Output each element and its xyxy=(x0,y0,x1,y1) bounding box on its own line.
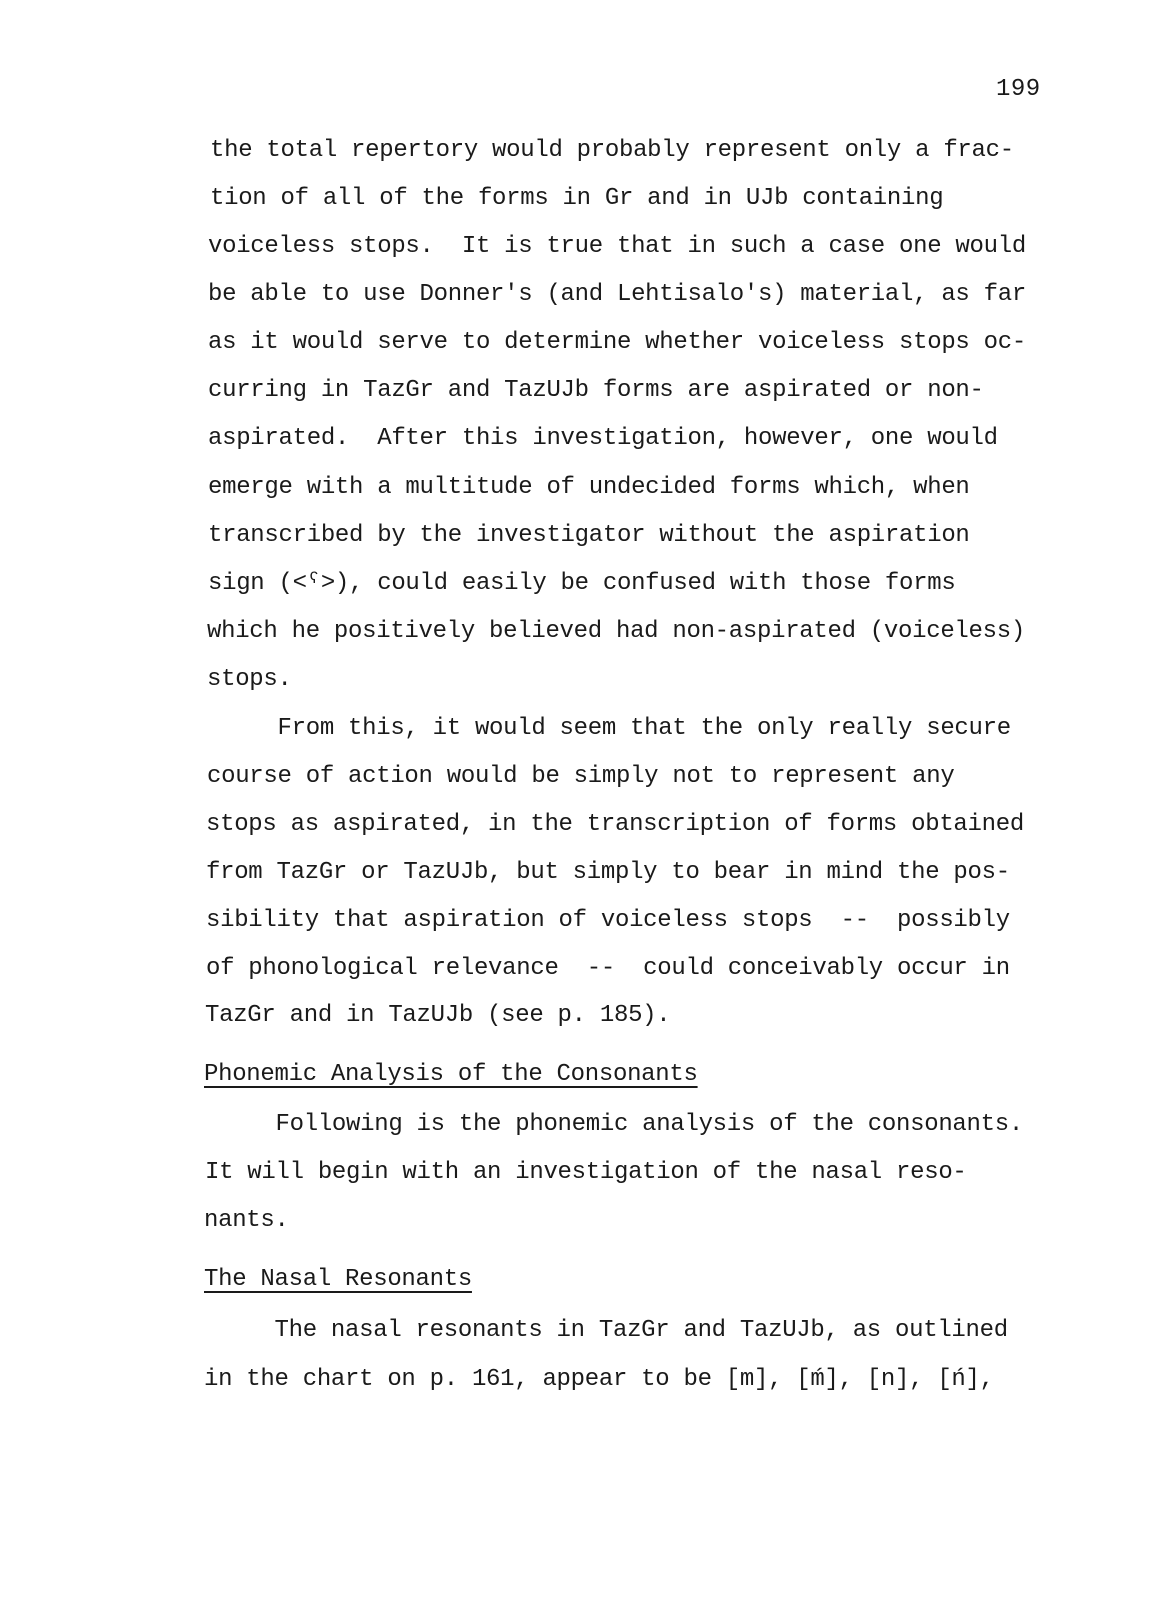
paragraph3-line: nants. xyxy=(204,1207,289,1234)
section-heading: Phonemic Analysis of the Consonants xyxy=(204,1061,698,1088)
paragraph2-line: sibility that aspiration of voiceless stops -- possibly xyxy=(206,907,1010,934)
paragraph2-line: of phonological relevance -- could conceivably occur in xyxy=(206,955,1010,982)
paragraph3-line: Following is the phonemic analysis of the consonants. xyxy=(205,1111,1023,1138)
paragraph1-line: sign (<ˤ>), could easily be confused with those forms xyxy=(208,570,956,597)
paragraph2-line: from TazGr or TazUJb, but simply to bear in mind the pos- xyxy=(206,859,1010,886)
paragraph1-line: transcribed by the investigator without the aspiration xyxy=(208,522,970,549)
paragraph2-line: From this, it would seem that the only really secure xyxy=(207,715,1011,742)
paragraph2-line: TazGr and in TazUJb (see p. 185). xyxy=(205,1002,671,1029)
paragraph2-line: stops as aspirated, in the transcription of forms obtained xyxy=(206,811,1024,838)
paragraph1-line: which he positively believed had non-aspirated (voiceless) xyxy=(207,618,1025,645)
paragraph1-line: as it would serve to determine whether voiceless stops oc- xyxy=(208,329,1026,356)
paragraph1-line: the total repertory would probably represent only a frac- xyxy=(210,137,1014,164)
paragraph1-line: curring in TazGr and TazUJb forms are aspirated or non- xyxy=(208,377,984,404)
paragraph3-line: It will begin with an investigation of the nasal reso- xyxy=(205,1159,967,1186)
paragraph1-line: emerge with a multitude of undecided forms which, when xyxy=(208,474,970,501)
paragraph1-line: be able to use Donner's (and Lehtisalo's) material, as far xyxy=(208,281,1026,308)
paragraph4-line: in the chart on p. 161, appear to be [m], [ḿ], [n], [ń], xyxy=(204,1366,994,1393)
paragraph4-line: The nasal resonants in TazGr and TazUJb, as outlined xyxy=(204,1317,1008,1344)
page-number: 199 xyxy=(996,76,1041,103)
paragraph1-line: aspirated. After this investigation, however, one would xyxy=(208,425,998,452)
subsection-heading: The Nasal Resonants xyxy=(204,1266,472,1293)
paragraph1-line: voiceless stops. It is true that in such a case one would xyxy=(208,233,1026,260)
paragraph2-line: course of action would be simply not to represent any xyxy=(207,763,955,790)
paragraph1-line: stops. xyxy=(207,666,292,693)
paragraph1-line: tion of all of the forms in Gr and in UJb containing xyxy=(210,185,944,212)
